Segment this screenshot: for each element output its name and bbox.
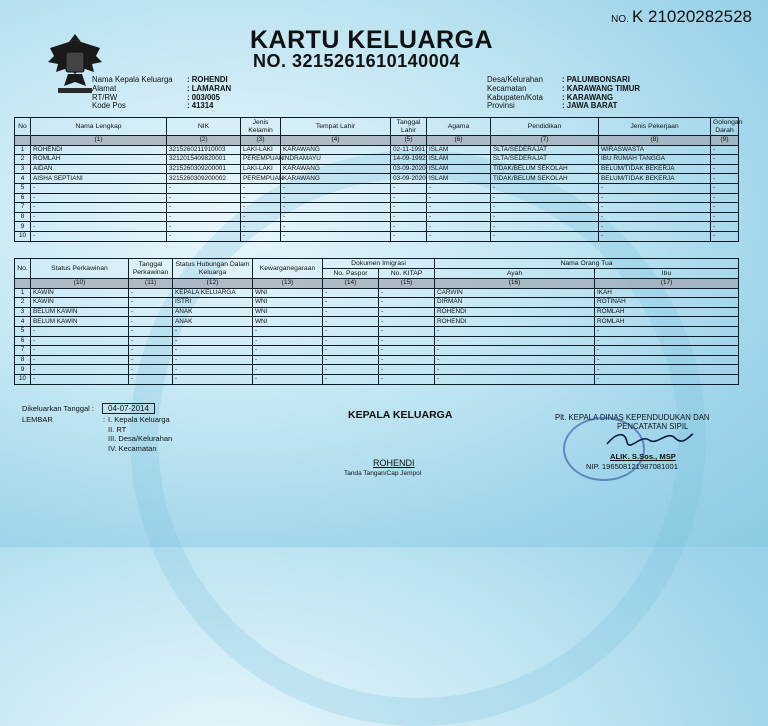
table-cell: - <box>379 288 435 298</box>
header-value: : LAMARAN <box>187 83 232 93</box>
copy-item: II. RT <box>108 424 127 434</box>
table-cell: - <box>379 374 435 384</box>
table-cell: - <box>427 193 491 203</box>
table-cell: WNI <box>253 307 323 317</box>
issued-date: 04-07-2014 <box>102 403 155 414</box>
table-cell: - <box>711 212 739 222</box>
table-cell: - <box>379 336 435 346</box>
header-label: Kabupaten/Kota <box>487 92 543 102</box>
table-row <box>15 203 739 213</box>
table-cell: - <box>323 317 379 327</box>
table-cell: - <box>491 212 599 222</box>
table-cell: - <box>379 298 435 308</box>
table-cell: - <box>129 307 173 317</box>
table-cell: - <box>253 346 323 356</box>
table-cell: - <box>595 374 739 384</box>
column-header: Nama Lengkap <box>31 118 167 136</box>
table-cell: SLTA/SEDERAJAT <box>491 145 599 155</box>
table-cell: - <box>31 365 129 375</box>
table-cell: ROHENDI <box>31 145 167 155</box>
table-cell: - <box>129 346 173 356</box>
table-cell: - <box>323 326 379 336</box>
table-cell: TIDAK/BELUM SEKOLAH <box>491 174 599 184</box>
table-cell: 9 <box>15 222 31 232</box>
table-cell: 3 <box>15 164 31 174</box>
table-row <box>15 222 739 232</box>
table-cell: - <box>253 336 323 346</box>
issued-date-row <box>22 404 155 413</box>
table-cell: KARAWANG <box>281 145 391 155</box>
table-cell: 9 <box>15 365 31 375</box>
table-row <box>15 317 739 327</box>
header-value: : PALUMBONSARI <box>562 75 630 84</box>
table-cell: ROMLAH <box>595 317 739 327</box>
column-header: Ayah <box>435 269 595 279</box>
signature-icon <box>605 428 695 450</box>
table-cell: WNI <box>253 298 323 308</box>
table-cell: 8 <box>15 212 31 222</box>
table-row <box>15 307 739 317</box>
table-cell: - <box>31 336 129 346</box>
table-cell: BELUM/TIDAK BEKERJA <box>599 164 711 174</box>
table-cell: KEPALA KELUARGA <box>173 288 253 298</box>
column-header: Tanggal Perkawinan <box>129 259 173 279</box>
table-cell: KAWIN <box>31 298 129 308</box>
table-cell: - <box>31 183 167 193</box>
table-cell: 5 <box>15 183 31 193</box>
table-cell: - <box>323 307 379 317</box>
table-cell: 5 <box>15 326 31 336</box>
column-header: No. KITAP <box>379 269 435 279</box>
table-row <box>15 174 739 184</box>
table-cell: - <box>599 222 711 232</box>
table-cell: ISLAM <box>427 164 491 174</box>
table-cell: - <box>379 326 435 336</box>
status-table <box>14 258 739 385</box>
column-header: Golongan Darah <box>711 118 739 136</box>
table-cell: - <box>31 374 129 384</box>
table-cell: - <box>379 317 435 327</box>
header-value: : 41314 <box>187 101 214 111</box>
table-cell: - <box>379 346 435 356</box>
table-cell: - <box>173 365 253 375</box>
table-cell: - <box>595 336 739 346</box>
column-index: (2) <box>167 136 241 146</box>
table-cell: - <box>711 155 739 165</box>
table-cell: IKAH <box>595 288 739 298</box>
table-cell: 7 <box>15 203 31 213</box>
table-cell: - <box>435 355 595 365</box>
header-label: Provinsi <box>487 101 515 111</box>
table-cell: - <box>323 355 379 365</box>
table-cell: - <box>129 336 173 346</box>
column-index: (4) <box>281 136 391 146</box>
copy-item: III. Desa/Kelurahan <box>108 434 173 443</box>
column-index: (17) <box>595 279 739 289</box>
table-cell: - <box>281 231 391 241</box>
table-cell: - <box>427 231 491 241</box>
table-cell: AISHA SEPTIANI <box>31 174 167 184</box>
table-cell: TIDAK/BELUM SEKOLAH <box>491 164 599 174</box>
serial-number <box>611 7 752 27</box>
table-cell: - <box>599 203 711 213</box>
table-cell: - <box>31 203 167 213</box>
header-right <box>487 76 640 111</box>
copy-distribution-list <box>108 415 172 453</box>
table-cell: - <box>391 183 427 193</box>
table-row <box>15 298 739 308</box>
table-cell: - <box>711 231 739 241</box>
table-cell: 03-09-2020 <box>391 164 427 174</box>
table-cell: - <box>173 374 253 384</box>
table-cell: - <box>323 298 379 308</box>
table-cell: LAKI-LAKI <box>241 164 281 174</box>
column-index: (12) <box>173 279 253 289</box>
table-cell: - <box>173 346 253 356</box>
table-cell: 6 <box>15 336 31 346</box>
table-cell: 3215260309200001 <box>167 164 241 174</box>
table-row <box>15 183 739 193</box>
table-cell: - <box>167 212 241 222</box>
table-cell: - <box>491 222 599 232</box>
table-cell: WNI <box>253 288 323 298</box>
table-row <box>15 288 739 298</box>
table-row <box>15 336 739 346</box>
table-row <box>15 164 739 174</box>
table-cell: - <box>31 193 167 203</box>
signature-caption: Tanda Tangan/Cap Jempol <box>344 470 422 477</box>
table-cell: - <box>129 365 173 375</box>
table-cell: - <box>711 174 739 184</box>
table-cell: - <box>323 374 379 384</box>
table-cell: - <box>31 222 167 232</box>
table-cell: - <box>391 231 427 241</box>
table-cell: 03-09-2020 <box>391 174 427 184</box>
header-label: Kode Pos <box>92 101 126 111</box>
table-cell: 1 <box>15 145 31 155</box>
table-cell: - <box>323 346 379 356</box>
table-cell: - <box>427 203 491 213</box>
table-cell: - <box>711 183 739 193</box>
table-cell: BELUM KAWIN <box>31 307 129 317</box>
table-cell: - <box>379 307 435 317</box>
table-cell: WIRASWASTA <box>599 145 711 155</box>
table-cell: - <box>31 212 167 222</box>
header-value: : 003/005 <box>187 92 220 102</box>
table-cell: - <box>599 183 711 193</box>
head-of-family-name: ROHENDI <box>373 458 415 468</box>
table-cell: 2 <box>15 298 31 308</box>
table-cell: 3 <box>15 307 31 317</box>
column-header: Nama Orang Tua <box>435 259 739 269</box>
table-cell: BELUM/TIDAK BEKERJA <box>599 174 711 184</box>
column-index: (14) <box>323 279 379 289</box>
header-value: : KARAWANG <box>562 92 614 102</box>
table-cell: - <box>595 355 739 365</box>
table-cell: - <box>129 317 173 327</box>
official-title-line: PENCATATAN SIPIL <box>617 422 689 431</box>
table-cell: 3215260309200002 <box>167 174 241 184</box>
table-cell: - <box>711 193 739 203</box>
table-cell: ISLAM <box>427 174 491 184</box>
table-cell: - <box>173 326 253 336</box>
table-cell: - <box>391 193 427 203</box>
header-label: Desa/Kelurahan <box>487 75 543 84</box>
table-cell: - <box>491 183 599 193</box>
table-cell: ISLAM <box>427 155 491 165</box>
table-row <box>15 231 739 241</box>
table-cell: - <box>491 231 599 241</box>
table-cell: - <box>253 355 323 365</box>
table-cell: ROHENDI <box>435 317 595 327</box>
copy-item: IV. Kecamatan <box>108 443 157 453</box>
column-index: (16) <box>435 279 595 289</box>
header-label: Nama Kepala Keluarga <box>92 75 173 84</box>
table-cell: - <box>129 326 173 336</box>
table-cell: - <box>595 326 739 336</box>
table-cell: - <box>129 288 173 298</box>
column-header: No. <box>15 259 31 279</box>
table-cell: - <box>253 365 323 375</box>
table-cell: - <box>427 222 491 232</box>
table-cell: ROMLAH <box>595 307 739 317</box>
table-cell: WNI <box>253 317 323 327</box>
column-header: Tanggal Lahir <box>391 118 427 136</box>
table-cell: PEREMPUAN <box>241 174 281 184</box>
lembar-label <box>22 415 105 424</box>
table-cell: - <box>435 374 595 384</box>
table-cell: - <box>281 183 391 193</box>
table-cell: DIRMAN <box>435 298 595 308</box>
table-cell: - <box>391 203 427 213</box>
table-cell: - <box>241 183 281 193</box>
table-cell: - <box>435 365 595 375</box>
table-cell: 14-09-1992 <box>391 155 427 165</box>
table-cell: - <box>435 336 595 346</box>
column-header: Pendidikan <box>491 118 599 136</box>
table-cell: - <box>167 203 241 213</box>
table-cell: - <box>167 183 241 193</box>
members-table <box>14 117 743 242</box>
table-cell: - <box>599 231 711 241</box>
table-cell: - <box>599 193 711 203</box>
table-cell: - <box>379 365 435 375</box>
table-cell: ISLAM <box>427 145 491 155</box>
issued-label: Dikeluarkan Tanggal : <box>22 404 94 413</box>
table-cell: 2 <box>15 155 31 165</box>
table-cell: - <box>435 326 595 336</box>
table-row <box>15 193 739 203</box>
column-index: (9) <box>711 136 739 146</box>
table-cell: LAKI-LAKI <box>241 145 281 155</box>
official-name: ALIK. S.Sos., MSP <box>610 452 676 461</box>
column-index: (6) <box>427 136 491 146</box>
table-row <box>15 355 739 365</box>
lembar-colon: : <box>102 415 106 424</box>
table-cell: - <box>241 212 281 222</box>
table-row <box>15 326 739 336</box>
table-cell: - <box>241 203 281 213</box>
serial-value: K 21020282528 <box>631 7 752 26</box>
table-cell: - <box>129 355 173 365</box>
table-row <box>15 374 739 384</box>
table-cell: - <box>435 346 595 356</box>
table-cell: - <box>31 355 129 365</box>
column-header: Ibu <box>595 269 739 279</box>
table-cell: - <box>253 326 323 336</box>
table-cell: - <box>31 346 129 356</box>
table-cell: ANAK <box>173 307 253 317</box>
table-cell: KARAWANG <box>281 174 391 184</box>
column-header: Jenis Pekerjaan <box>599 118 711 136</box>
table-cell: - <box>241 193 281 203</box>
table-cell: - <box>711 164 739 174</box>
table-cell: - <box>253 374 323 384</box>
table-cell: - <box>427 183 491 193</box>
table-cell: ANAK <box>173 317 253 327</box>
column-index: (11) <box>129 279 173 289</box>
table-cell: ROTINAH <box>595 298 739 308</box>
head-of-family-label: KEPALA KELUARGA <box>348 409 453 421</box>
column-header: Jenis Kelamin <box>241 118 281 136</box>
table-cell: - <box>323 288 379 298</box>
table-cell: - <box>167 222 241 232</box>
copy-item: I. Kepala Keluarga <box>108 415 170 424</box>
table-cell: 8 <box>15 355 31 365</box>
header-value: : ROHENDI <box>187 75 228 84</box>
table-cell: BELUM KAWIN <box>31 317 129 327</box>
table-row <box>15 155 739 165</box>
table-cell: - <box>711 203 739 213</box>
table-cell: - <box>281 203 391 213</box>
column-header: Tempat Lahir <box>281 118 391 136</box>
table-cell: KAWIN <box>31 288 129 298</box>
column-index: (3) <box>241 136 281 146</box>
column-index: (8) <box>599 136 711 146</box>
table-cell: - <box>173 355 253 365</box>
table-cell: - <box>281 222 391 232</box>
table-cell: - <box>491 203 599 213</box>
column-header: Status Perkawinan <box>31 259 129 279</box>
header-value: : JAWA BARAT <box>562 101 618 111</box>
table-cell: ISTRI <box>173 298 253 308</box>
table-cell: - <box>129 374 173 384</box>
table-cell: CARWIN <box>435 288 595 298</box>
table-cell: - <box>173 336 253 346</box>
table-row <box>15 212 739 222</box>
column-header: Kewarganegaraan <box>253 259 323 279</box>
column-index: (13) <box>253 279 323 289</box>
table-cell: - <box>711 145 739 155</box>
table-cell: - <box>391 212 427 222</box>
column-header: NIK <box>167 118 241 136</box>
column-index: (1) <box>31 136 167 146</box>
table-cell: - <box>281 212 391 222</box>
column-header: Dokumen Imigrasi <box>323 259 435 269</box>
column-index: (5) <box>391 136 427 146</box>
column-header: No. Paspor <box>323 269 379 279</box>
table-cell: 10 <box>15 374 31 384</box>
column-index: (10) <box>31 279 129 289</box>
column-index: (15) <box>379 279 435 289</box>
document-title: KARTU KELUARGA <box>250 26 494 54</box>
table-cell: - <box>379 355 435 365</box>
table-cell: - <box>491 193 599 203</box>
header-label: Alamat <box>92 83 117 93</box>
table-cell: - <box>31 231 167 241</box>
table-cell: INDRAMAYU <box>281 155 391 165</box>
table-cell: - <box>391 222 427 232</box>
table-cell: 3212015409820001 <box>167 155 241 165</box>
table-cell: - <box>167 193 241 203</box>
table-cell: - <box>595 346 739 356</box>
table-cell: ROMLAH <box>31 155 167 165</box>
table-cell: PEREMPUAN <box>241 155 281 165</box>
column-index: (7) <box>491 136 599 146</box>
table-cell: SLTA/SEDERAJAT <box>491 155 599 165</box>
header-label: RT/RW <box>92 92 118 102</box>
table-cell: 4 <box>15 317 31 327</box>
table-cell: 7 <box>15 346 31 356</box>
table-cell: - <box>323 336 379 346</box>
table-cell: 1 <box>15 288 31 298</box>
table-cell: ROHENDI <box>435 307 595 317</box>
table-row <box>15 346 739 356</box>
table-cell: - <box>427 212 491 222</box>
official-nip: NIP. 196508121987081001 <box>586 462 678 471</box>
table-cell: 3215260211910003 <box>167 145 241 155</box>
table-cell: - <box>323 365 379 375</box>
header-left <box>92 76 231 111</box>
lembar-text: LEMBAR <box>22 415 53 424</box>
table-row <box>15 365 739 375</box>
table-cell: - <box>599 212 711 222</box>
table-cell: - <box>711 222 739 232</box>
table-cell: - <box>31 326 129 336</box>
table-cell: AIDAN <box>31 164 167 174</box>
serial-label: NO. <box>611 14 629 25</box>
table-cell: - <box>595 365 739 375</box>
table-cell: 10 <box>15 231 31 241</box>
table-cell: - <box>241 222 281 232</box>
column-header: Status Hubungan Dalam Keluarga <box>173 259 253 279</box>
column-header: No <box>15 118 31 136</box>
table-cell: IBU RUMAH TANGGA <box>599 155 711 165</box>
table-cell: 6 <box>15 193 31 203</box>
header-value: : KARAWANG TIMUR <box>562 83 640 93</box>
official-title-line: Plt. KEPALA DINAS KEPENDUDUKAN DAN <box>555 413 710 422</box>
table-cell: - <box>281 193 391 203</box>
table-cell: - <box>167 231 241 241</box>
column-header: Agama <box>427 118 491 136</box>
table-cell: 02-11-1991 <box>391 145 427 155</box>
table-cell: 4 <box>15 174 31 184</box>
header-label: Kecamatan <box>487 83 527 93</box>
table-row <box>15 145 739 155</box>
family-card-number: NO. 3215261610140004 <box>253 51 461 71</box>
table-cell: - <box>129 298 173 308</box>
table-cell: - <box>241 231 281 241</box>
table-cell: KARAWANG <box>281 164 391 174</box>
